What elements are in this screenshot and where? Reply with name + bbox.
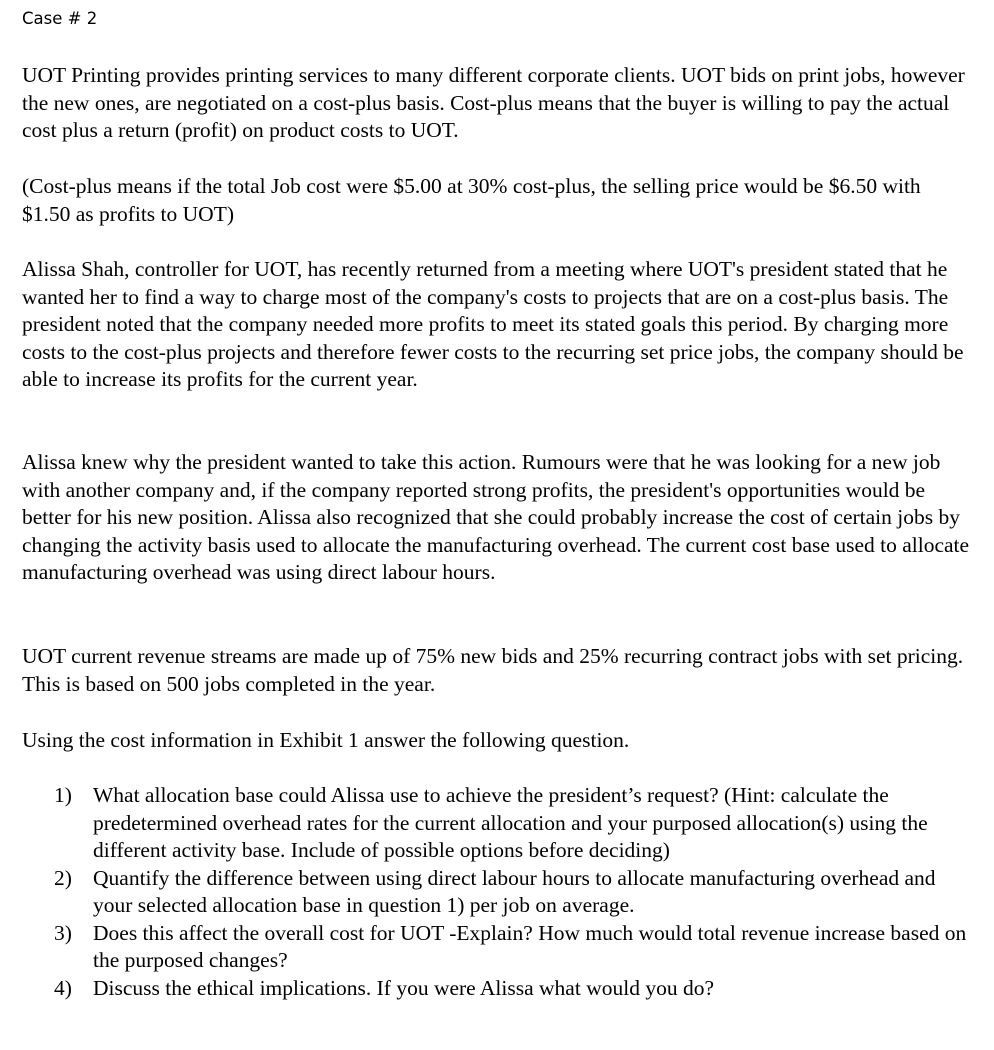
question-text: What allocation base could Alissa use to achieve the president’s request? (Hint: calculate the predetermined overhead rates for the current allocation and your purposed allocation(s) using the different activity base. Include of possible options before deciding) [93,783,928,862]
question-text: Does this affect the overall cost for UOT -Explain? How much would total revenue increase based on the purposed changes? [93,920,967,972]
paragraph-intro: UOT Printing provides printing services to many different corporate clients. UOT bids on print jobs, however the new ones, are negotiated on a cost-plus basis. Cost-plus means that the buyer is willing to pay the actual cost plus a return (profit) on product costs to UOT. [22,63,965,142]
question-text: Quantify the difference between using direct labour hours to allocate manufacturing overhead and your selected allocation base in question 1) per job on average. [93,865,936,917]
question-number: 3) [54,920,72,945]
question-number: 2) [54,865,72,890]
question-item [54,865,974,920]
question-number: 1) [54,783,72,807]
question-text: Discuss the ethical implications. If you were Alissa what would you do? [93,975,714,1000]
paragraph-instruction: Using the cost information in Exhibit 1 answer the following question. [22,728,630,752]
paragraph-revenue-streams: UOT current revenue streams are made up of 75% new bids and 25% recurring contract jobs with set pricing. This is based on 500 jobs completed in the year. [22,644,964,696]
case-title: Case # 2 [22,9,98,28]
paragraph-president-motive: Alissa knew why the president wanted to take this action. Rumours were that he was looking for a new job with another company and, if the company reported strong profits, the president's opportunities would be better for his new position. Alissa also recognized that she could probably increase the cost of certain jobs by changing the activity basis used to allocate the manufacturing overhead. The current cost base used to allocate manufacturing overhead was using direct labour hours. [22,450,970,584]
question-number: 4) [54,975,72,1000]
question-item [54,975,974,1003]
question-item [54,920,974,975]
question-list [54,782,974,1002]
question-item [54,782,974,865]
paragraph-cost-plus-example: (Cost-plus means if the total Job cost were $5.00 at 30% cost-plus, the selling price would be $6.50 with $1.50 as profits to UOT) [22,174,921,226]
paragraph-alissa-request: Alissa Shah, controller for UOT, has recently returned from a meeting where UOT's president stated that he wanted her to find a way to charge most of the company's costs to projects that are on a cost-plus basis. The president noted that the company needed more profits to meet its stated goals this period. By charging more costs to the cost-plus projects and therefore fewer costs to the recurring set price jobs, the company should be able to increase its profits for the current year. [22,257,964,391]
